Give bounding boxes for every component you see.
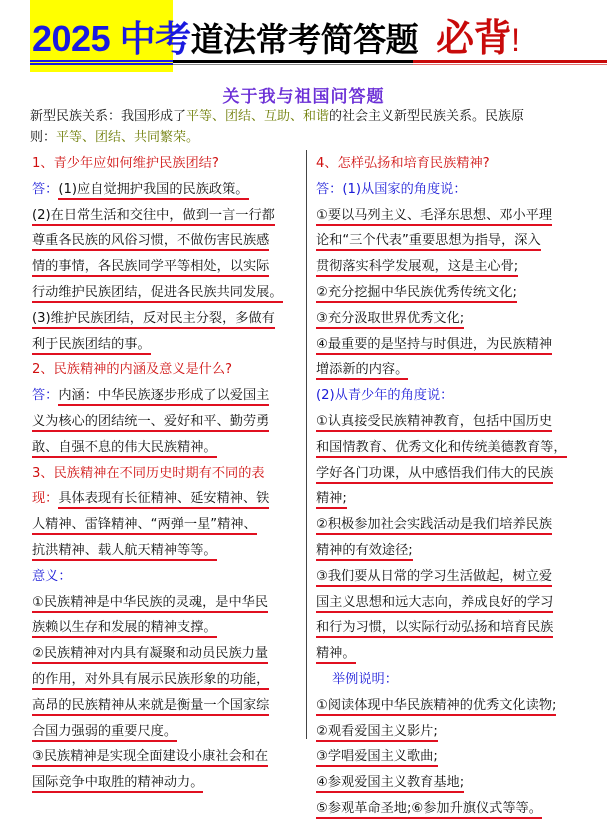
youth-line: 精神的有效途径; (316, 543, 413, 561)
title-main: 道法常考简答题 (190, 21, 419, 58)
meaning-line: 国际竞争中取胜的精神动力。 (32, 775, 203, 793)
state-line: 贯彻落实科学发展观，这是主心骨; (316, 259, 518, 277)
question-1: 1、青少年应如何维护民族团结? (32, 156, 219, 171)
examples-label: 举例说明： (332, 671, 398, 687)
state-line: 论和“三个代表”重要思想为指导，深入 (316, 233, 541, 251)
intro-highlight-2: 平等、团结、共同繁荣。 (56, 130, 200, 145)
meaning-label: 意义： (32, 568, 72, 584)
meaning-line: 的作用，对外具有展示民族形象的功能， (32, 672, 269, 690)
answer-label: 答： (32, 181, 59, 197)
example-item: ⑤参观革命圣地;⑥参加升旗仪式等等。 (316, 801, 542, 819)
example-item: ③学唱爱国主义歌曲; (316, 749, 438, 767)
youth-line: 精神; (316, 491, 347, 509)
state-line: ④最重要的是坚持与时俱进，为民族精神 (316, 337, 552, 355)
youth-line: ③我们要从日常的学习生活做起，树立爱 (316, 569, 552, 587)
intro-text-1: 新型民族关系：我国形成了 (30, 109, 187, 124)
answer-1-line: (3)维护民族团结，反对民主分裂，多做有 (32, 311, 275, 329)
title-year-exam: 2025 中考 (32, 18, 191, 59)
answer-3-line: 现：具体表现有长征精神、延安精神、铁 (32, 487, 298, 513)
answer-3-line: 抗洪精神、载人航天精神等等。 (32, 543, 217, 561)
right-column (316, 152, 601, 823)
example-item: ④参观爱国主义教育基地; (316, 775, 464, 793)
answer-1-line: 利于民族团结的事。 (32, 337, 151, 355)
state-line: 增添新的内容。 (316, 362, 408, 380)
intro-text-2: 的社会主义新型民族关系。民族原 (329, 109, 525, 124)
answer-1-line: 尊重各民族的风俗习惯，不做伤害民族感 (32, 233, 269, 251)
meaning-line: 高昂的民族精神从来就是衡量一个国家综 (32, 698, 269, 716)
answer-2-line: 敢、自强不息的伟大民族精神。 (32, 440, 217, 458)
youth-line: 精神。 (316, 646, 356, 664)
example-item: ②观看爱国主义影片; (316, 724, 438, 742)
youth-perspective-label: (2)从青少年的角度说： (316, 388, 454, 404)
left-column (32, 152, 298, 797)
state-line: ③充分汲取世界优秀文化; (316, 311, 464, 329)
intro-paragraph (30, 106, 595, 148)
answer-2-line: 义为核心的团结统一、爱好和平、勤劳勇 (32, 414, 269, 432)
answer-label: 答： (32, 388, 59, 404)
title-underline-red (413, 60, 607, 65)
title-must-memorize: 必背 (436, 18, 512, 60)
question-4: 4、怎样弘扬和培育民族精神? (316, 156, 490, 171)
intro-highlight-1: 平等、团结、互助、和谐 (186, 109, 330, 124)
youth-line: 学好各门功课，从中感悟我们伟大的民族 (316, 466, 553, 484)
title-underline-blue (30, 60, 173, 65)
question-2: 2、民族精神的内涵及意义是什么? (32, 362, 233, 378)
example-item: ①阅读体现中华民族精神的优秀文化读物; (316, 698, 556, 716)
answer-1-line: (2)在日常生活和交往中，做到一言一行都 (32, 208, 275, 226)
answer-1-line: 答：(1)应自觉拥护我国的民族政策。 (32, 178, 298, 204)
title-underline-black (173, 60, 413, 65)
section-subtitle: 关于我与祖国问答题 (222, 87, 385, 107)
page-title (32, 18, 520, 60)
youth-line: ②积极参加社会实践活动是我们培养民族 (316, 517, 552, 535)
meaning-line: 合国力强弱的重要尺度。 (32, 724, 177, 742)
meaning-line: ③民族精神是实现全面建设小康社会和在 (32, 749, 268, 767)
question-3-tail: 现： (32, 491, 59, 507)
youth-line: ①认真接受民族精神教育，包括中国历史 (316, 414, 552, 432)
column-divider (306, 150, 307, 739)
question-3: 3、民族精神在不同历史时期有不同的表 (32, 465, 265, 481)
meaning-line: ①民族精神是中华民族的灵魂，是中华民 (32, 595, 268, 613)
meaning-line: 族赖以生存和发展的精神支撑。 (32, 620, 217, 638)
title-exclamation: ! (511, 22, 520, 58)
youth-line: 和国情教育、优秀文化和传统美德教育等， (316, 440, 567, 458)
state-line: ①要以马列主义、毛泽东思想、邓小平理 (316, 208, 552, 226)
youth-line: 和行为习惯，以实际行动弘扬和培育民族 (316, 620, 553, 638)
meaning-line: ②民族精神对内具有凝聚和动员民族力量 (32, 646, 268, 664)
state-line: ②充分挖掘中华民族优秀传统文化; (316, 285, 517, 303)
state-perspective-label: 答：(1)从国家的角度说： (316, 181, 467, 197)
answer-1-line: 行动维护民族团结，促进各民族共同发展。 (32, 285, 283, 303)
intro-text-3: 则： (30, 130, 57, 145)
answer-3-line: 人精神、雷锋精神、“两弹一星”精神、 (32, 517, 257, 535)
answer-2-line: 答：内涵：中华民族逐步形成了以爱国主 (32, 384, 298, 410)
answer-1-line: 情的事情，各民族同学平等相处，以实际 (32, 259, 269, 277)
youth-line: 国主义思想和远大志向，养成良好的学习 (316, 595, 553, 613)
